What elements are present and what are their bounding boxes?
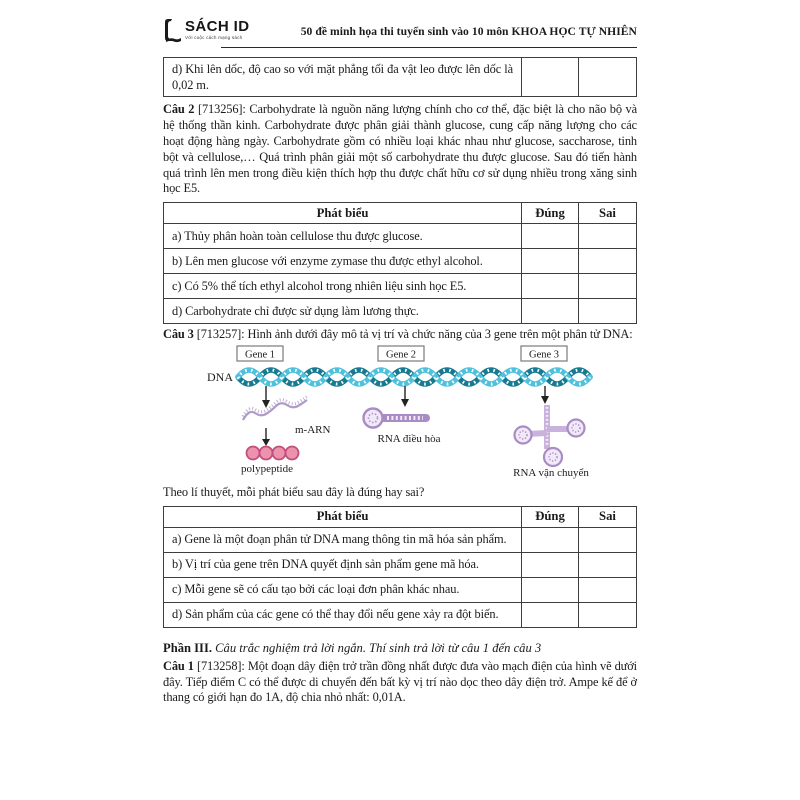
question-label: Câu 2 <box>163 102 195 117</box>
part-label: Phần III. <box>163 640 212 655</box>
answer-cell-true <box>522 58 579 97</box>
polypeptide-label: polypeptide <box>241 462 293 475</box>
sach-id-logo <box>163 18 249 44</box>
dna-figure-canvas <box>163 345 637 480</box>
mrna-strand <box>243 396 307 420</box>
mrna-label: m-ARN <box>295 423 331 436</box>
column-header-false: Sai <box>579 506 637 527</box>
answer-cell-true <box>522 224 579 249</box>
regulatory-rna-shape <box>364 408 427 427</box>
question-code: [713257]: <box>196 327 245 342</box>
statement-cell: a) Thủy phân hoàn toàn cellulose thu được glucose. <box>164 224 522 249</box>
question-3-prompt: Theo lí thuyết, mỗi phát biểu sau đây là đúng hay sai? <box>163 484 425 499</box>
answer-cell-false <box>579 552 637 577</box>
table-row <box>164 249 637 274</box>
table-header-row <box>164 506 637 527</box>
question-code: [713256]: <box>197 102 246 117</box>
question-body: Một đoạn dây điện trở trần đồng nhất được đưa vào mạch điện của hình vẽ dưới đây. Tiếp điểm C có thể được di chuyển đến bất kỳ vị trí nào dọc theo dây điện trở. Ampe kế để ở thang có giới hạn đo 1A, độ chia nhỏ nhất: 0,01A. <box>163 658 637 705</box>
answer-cell-false <box>579 58 637 97</box>
statement-cell: b) Vị trí của gene trên DNA quyết định sản phẩm gene mã hóa. <box>164 552 522 577</box>
statement-cell: d) Sản phẩm của các gene có thể thay đổi nếu gene xảy ra đột biến. <box>164 602 522 627</box>
question-code: [713258]: <box>196 658 245 673</box>
answer-cell-false <box>579 299 637 324</box>
gene-3-arrow <box>541 386 549 404</box>
answer-cell-true <box>522 552 579 577</box>
gene-3-box <box>521 346 567 361</box>
question-2-text <box>163 102 637 197</box>
column-header-false: Sai <box>579 203 637 224</box>
answer-cell-true <box>522 527 579 552</box>
table-row <box>164 602 637 627</box>
table-row <box>164 552 637 577</box>
answer-cell-true <box>522 299 579 324</box>
gene-1-arrow <box>262 386 270 408</box>
transfer-rna-label: RNA vận chuyển <box>513 466 589 479</box>
dna-gene-figure <box>163 345 637 485</box>
polypeptide-chain <box>247 446 299 459</box>
column-header-true: Đúng <box>522 203 579 224</box>
logo-tagline: Với cuộc cách mạng sách <box>185 35 243 40</box>
gene-3-label: Gene 3 <box>528 349 560 361</box>
table-row <box>164 577 637 602</box>
answer-cell-false <box>579 274 637 299</box>
answer-cell-false <box>579 224 637 249</box>
statement-table-q3 <box>163 506 637 628</box>
question-body: Carbohydrate là nguồn năng lượng chính cho cơ thể, đặc biệt là cho não bộ và hệ thống thần kinh. Carbohydrate được phân giải thành glucose, cung cấp năng lượng cho các hoạt động hàng ngày. Carbohydrate gồm có nhiều loại khác nhau như glucose, saccharose, tinh bột và cellulose,… Quá trình phân giải một số carbohydrate thu được glucose. Sau đó tiến hành quá trình lên men trong điều kiện thích hợp thu được chất hữu cơ sử dụng nhiều trong xăng sinh học E5. <box>163 102 637 196</box>
book-logo-icon <box>163 18 183 44</box>
gene-1-label: Gene 1 <box>244 349 276 361</box>
gene-2-arrow <box>401 386 409 407</box>
answer-cell-false <box>579 577 637 602</box>
answer-cell-true <box>522 274 579 299</box>
statement-table-q2 <box>163 202 637 324</box>
statement-cell: a) Gene là một đoạn phân tử DNA mang thông tin mã hóa sản phẩm. <box>164 527 522 552</box>
part-instructions: Câu trắc nghiệm trả lời ngắn. Thí sinh trả lời từ câu 1 đến câu 3 <box>215 640 542 655</box>
answer-cell-true <box>522 602 579 627</box>
statement-cell: c) Có 5% thể tích ethyl alcohol trong nhiên liệu sinh học E5. <box>164 274 522 299</box>
gene-2-box <box>378 346 424 361</box>
page-title: 50 đề minh họa thi tuyển sinh vào 10 môn KHOA HỌC TỰ NHIÊN <box>300 25 637 38</box>
column-header-statement: Phát biểu <box>164 203 522 224</box>
page-header <box>163 18 637 46</box>
question-label: Câu 1 <box>163 658 194 673</box>
gene-2-label: Gene 2 <box>385 349 417 361</box>
statement-cell: b) Lên men glucose với enzyme zymase thu được ethyl alcohol. <box>164 249 522 274</box>
part-3-heading <box>163 641 637 656</box>
dna-label: DNA <box>207 369 233 384</box>
statement-cell: d) Carbohydrate chỉ được sử dụng làm lương thực. <box>164 299 522 324</box>
column-header-true: Đúng <box>522 506 579 527</box>
table-header-row <box>164 203 637 224</box>
part3-question-1-text <box>163 659 637 706</box>
logo-name: SÁCH ID <box>185 18 250 35</box>
regulatory-rna-label: RNA điều hòa <box>377 432 441 445</box>
transfer-rna-shape <box>515 405 585 466</box>
answer-cell-false <box>579 602 637 627</box>
statement-cell: d) Khi lên dốc, độ cao so với mặt phẳng tối đa vật leo được lên dốc là 0,02 m. <box>164 58 522 97</box>
table-row <box>164 299 637 324</box>
answer-cell-false <box>579 527 637 552</box>
table-row <box>164 224 637 249</box>
mrna-to-polypeptide-arrow <box>262 428 270 446</box>
answer-cell-true <box>522 577 579 602</box>
question-label: Câu 3 <box>163 327 194 342</box>
dna-helix <box>238 370 590 384</box>
gene-1-box <box>237 346 283 361</box>
table-row <box>164 58 637 97</box>
table-row <box>164 527 637 552</box>
header-rule <box>221 47 637 48</box>
carryover-statement-table <box>163 57 637 97</box>
answer-cell-true <box>522 249 579 274</box>
table-row <box>164 274 637 299</box>
statement-cell: c) Mỗi gene sẽ có cấu tạo bởi các loại đơn phân khác nhau. <box>164 577 522 602</box>
column-header-statement: Phát biểu <box>164 506 522 527</box>
question-3-text <box>163 327 637 343</box>
question-body: Hình ảnh dưới đây mô tả vị trí và chức năng của 3 gene trên một phân tử DNA: <box>247 327 633 342</box>
answer-cell-false <box>579 249 637 274</box>
